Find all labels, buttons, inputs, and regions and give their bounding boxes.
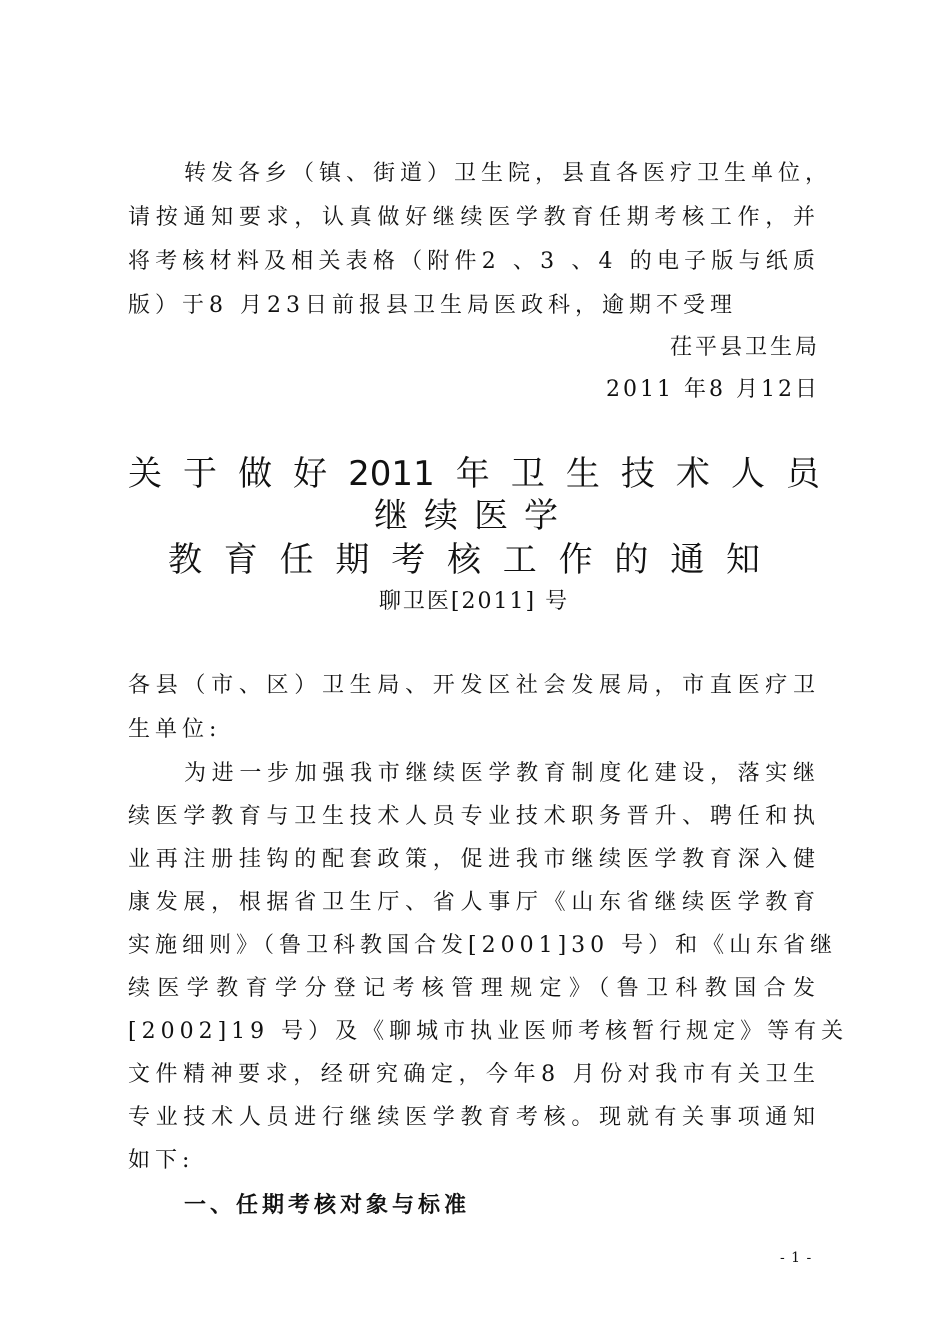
body-line-3: 为进一步加强我市继续医学教育制度化建设，落实继 bbox=[184, 761, 820, 786]
page-number: - 1 - bbox=[780, 1250, 813, 1266]
forward-line-3: 将考核材料及相关表格（附件2 、3 、4 的电子版与纸质 bbox=[128, 249, 820, 274]
body-line-7: 实施细则》（鲁卫科教国合发[2001]30 号）和《山东省继 bbox=[128, 933, 838, 958]
body-line-5: 业再注册挂钩的配套政策，促进我市继续医学教育深入健 bbox=[128, 847, 820, 872]
body-line-1: 各县（市、区）卫生局、开发区社会发展局，市直医疗卫 bbox=[128, 673, 820, 698]
body-line-6: 康发展，根据省卫生厅、省人事厅《山东省继续医学教育 bbox=[128, 890, 820, 915]
forward-line-1: 转发各乡（镇、街道）卫生院，县直各医疗卫生单位， bbox=[184, 161, 833, 186]
forward-line-4: 版）于8 月23日前报县卫生局医政科，逾期不受理 bbox=[128, 293, 737, 318]
body-line-9: [2002]19 号）及《聊城市执业医师考核暂行规定》等有关 bbox=[128, 1019, 849, 1044]
body-line-10: 文件精神要求，经研究确定，今年8 月份对我市有关卫生 bbox=[128, 1062, 820, 1087]
body-line-12: 如下: bbox=[128, 1148, 195, 1173]
body-line-2: 生单位: bbox=[128, 717, 222, 742]
body-line-4: 续医学教育与卫生技术人员专业技术职务晋升、聘任和执 bbox=[128, 804, 820, 829]
forward-line-2: 请按通知要求，认真做好继续医学教育任期考核工作，并 bbox=[128, 205, 820, 230]
notice-title-line-1: 关于做好2011年卫生技术人员 bbox=[128, 454, 820, 494]
notice-title-line-2: 继续医学 bbox=[374, 496, 574, 536]
document-number: 聊卫医[2011] 号 bbox=[378, 589, 570, 614]
forward-date: 2011 年8 月12日 bbox=[606, 377, 820, 402]
forward-signer: 茌平县卫生局 bbox=[669, 335, 820, 360]
section-heading-1: 一、任期考核对象与标准 bbox=[184, 1193, 471, 1218]
body-line-8: 续医学教育学分登记考核管理规定》（鲁卫科教国合发 bbox=[128, 976, 820, 1001]
notice-title-line-3: 教育任期考核工作的通知 bbox=[168, 540, 760, 580]
body-line-11: 专业技术人员进行继续医学教育考核。现就有关事项通知 bbox=[128, 1105, 820, 1130]
